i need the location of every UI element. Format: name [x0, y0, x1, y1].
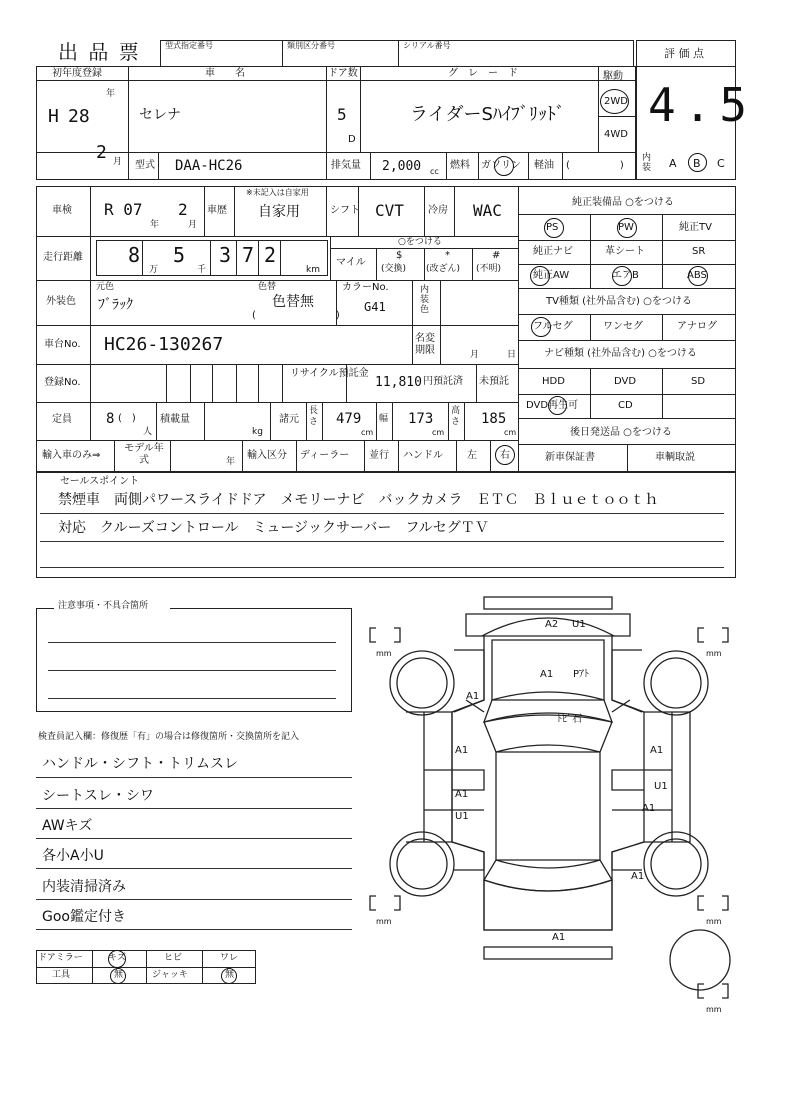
interior-a: A: [669, 157, 677, 170]
first-reg-era: H: [48, 106, 59, 127]
month-unit: 月: [113, 157, 123, 167]
nc-day: 日: [507, 350, 517, 360]
nc-month: 月: [470, 350, 480, 360]
equip-abs: ABS: [687, 270, 707, 281]
history-note: ※未記入は自家用: [246, 188, 309, 197]
displacement-label: 排気量: [331, 160, 361, 171]
damage-mark: A1: [552, 932, 566, 943]
inspector-line-4: 各小A小U: [42, 848, 104, 864]
repaint-label: 色替: [258, 282, 277, 292]
equip-tv: 純正TV: [679, 222, 712, 233]
equip-navi: 純正ナビ: [533, 246, 573, 257]
sales-point-label: セールスポイント: [60, 476, 140, 487]
tools-mirror: ドアミラー: [38, 953, 83, 963]
tv-analog: アナログ: [677, 321, 717, 332]
recycle-unpaid: 未預託: [479, 376, 509, 387]
equip-pw-circle: [617, 218, 637, 238]
later-title: 後日発送品 ○をつける: [570, 427, 672, 438]
length-unit: cm: [361, 428, 374, 437]
damage-mark: A1: [631, 871, 645, 882]
mileage-unit-man: 万: [149, 265, 159, 275]
tools-crack: ヒビ: [164, 953, 183, 963]
fuel-gasoline: ガソリン: [481, 160, 521, 171]
inspection-value: R 07: [104, 200, 143, 219]
import-parallel: 並行: [369, 450, 389, 461]
tools-break: ワレ: [220, 953, 239, 963]
damage-mark: A1: [466, 691, 480, 702]
type-value: DAA-HC26: [175, 158, 243, 174]
width-label: 幅: [379, 414, 389, 424]
length-value: 479: [336, 411, 362, 427]
tv-oneseg: ワンセグ: [603, 321, 643, 332]
ins-year-unit: 年: [150, 220, 160, 230]
later-warranty: 新車保証書: [545, 452, 595, 463]
name-change-label: 名変期限: [415, 333, 435, 356]
mileage-label: 走行距離: [43, 252, 83, 263]
equip-ps-circle: [544, 218, 564, 238]
reg-no-label: 登録No.: [44, 377, 81, 388]
mileage-digit-2: 5: [173, 243, 186, 267]
car-name-label: 車 名: [205, 68, 245, 79]
equip-airbag: エアB: [612, 270, 639, 281]
navi-title: ナビ種類 (社外品含む) ○をつける: [544, 348, 697, 359]
inspector-line-6: Goo鑑定付き: [42, 909, 126, 925]
navi-dvd: DVD: [614, 376, 637, 387]
height-value: 185: [481, 411, 507, 427]
mileage-opt-mile: マイル: [336, 257, 366, 268]
diesel-value: ( ): [566, 160, 624, 171]
model-code-label: 型式指定番号: [165, 41, 213, 50]
damage-mark: Pｱﾄ: [573, 669, 590, 680]
chassis-label: 車台No.: [44, 339, 81, 350]
navi-hdd: HDD: [542, 376, 565, 387]
mileage-digit-5: 2: [264, 243, 277, 267]
equip-ps: PS: [546, 222, 559, 233]
form-title: 出 品 票: [58, 40, 141, 64]
damage-mark: A1: [540, 669, 554, 680]
capacity-unit: 人: [143, 427, 153, 437]
equip-aw: 純正AW: [533, 270, 570, 281]
drive-4wd: 4WD: [604, 129, 628, 140]
damage-mark: U1: [572, 619, 586, 630]
length-label: 長さ: [309, 406, 319, 427]
int-color-label: 内装色: [420, 285, 430, 315]
damage-mark: U1: [654, 781, 668, 792]
inspector-label: 検査員記入欄：修復歴「有」の場合は修復箇所・交換箇所を記入: [38, 732, 300, 742]
capacity-paren: ( ): [118, 413, 136, 424]
shift-label: シフト: [330, 205, 360, 216]
load-label: 積載量: [160, 414, 190, 425]
model-year-label: モデル年式: [124, 443, 164, 466]
chassis-value: HC26-130267: [104, 334, 224, 355]
tools-tool-none-circle: [110, 968, 126, 984]
drive-label: 駆動: [603, 71, 623, 82]
inspector-line-1: ハンドル・シフト・トリムスレ: [42, 756, 238, 772]
shift-value: CVT: [375, 201, 404, 220]
handle-label: ハンドル: [403, 450, 443, 461]
displacement-value: 2,000: [382, 159, 422, 174]
tv-fullseg: フルセグ: [533, 321, 573, 332]
inspector-line-2: シートスレ・シワ: [42, 788, 154, 804]
drive-2wd: 2WD: [604, 96, 628, 107]
ins-month-unit: 月: [188, 220, 198, 230]
mileage-opt-star: *: [445, 250, 450, 261]
dims-label: 諸元: [279, 414, 299, 425]
recycle-unit: 円預託済: [423, 376, 463, 387]
model-year-unit: 年: [226, 457, 236, 467]
interior-b-circle: [688, 153, 707, 172]
tv-fullseg-circle: [531, 317, 551, 337]
damage-mark: ﾄﾋﾞ石: [557, 714, 582, 725]
ac-label: 冷房: [428, 205, 448, 216]
equip-title: 純正装備品 ○をつける: [572, 197, 674, 208]
mileage-digit-4: 7: [242, 243, 255, 267]
capacity-label: 定員: [52, 414, 72, 425]
repaint-paren: ( ): [252, 310, 340, 321]
handle-right: 右: [500, 450, 510, 461]
grade-label: グ レ ー ド: [448, 68, 518, 79]
mm-rear-left: mm: [376, 917, 392, 926]
orig-color-value: ﾌﾞﾗｯｸ: [98, 297, 133, 313]
width-unit: cm: [432, 428, 445, 437]
mm-front-left: mm: [376, 649, 392, 658]
equip-leather: 革シート: [605, 246, 645, 257]
navi-cd: CD: [618, 400, 633, 411]
inspection-label: 車検: [52, 205, 72, 216]
exterior-label: 外装色: [46, 296, 76, 307]
rating-value: 4.5: [648, 78, 756, 132]
load-unit: kg: [252, 427, 263, 437]
mileage-opt-dollar: $: [396, 250, 403, 261]
tv-title: TV種類 (社外品含む) ○をつける: [546, 296, 692, 307]
displacement-unit: cc: [430, 167, 439, 176]
navi-dvd-play-circle: [548, 396, 567, 415]
notes-box: [36, 608, 352, 712]
mileage-opt-hash: #: [492, 250, 501, 261]
colorno-value: G41: [364, 300, 386, 314]
navi-dvd-play: DVD再生可: [526, 400, 579, 411]
tools-jack: ジャッキ: [152, 970, 188, 980]
doors-suffix: D: [348, 134, 356, 145]
first-reg-year: 28: [68, 106, 90, 127]
equip-pw: PW: [618, 222, 634, 233]
import-label: 輸入車のみ⇒: [42, 450, 101, 461]
tools-tool: 工具: [52, 970, 71, 980]
interior-b: B: [693, 157, 701, 170]
recycle-label: リサイクル預託金: [290, 368, 369, 379]
diesel-label: 軽油: [534, 160, 554, 171]
mileage-opt-tamper: (改ざん): [426, 264, 461, 274]
ac-value: WAC: [473, 201, 502, 220]
doors-value: 5: [337, 105, 347, 124]
category-label: 類別区分番号: [287, 41, 335, 50]
mileage-unit-km: km: [306, 265, 320, 275]
inspector-line-5: 内装清掃済み: [42, 879, 126, 895]
mileage-digit-3: 3: [219, 243, 232, 267]
height-label: 高さ: [451, 406, 461, 427]
capacity-value: 8: [106, 411, 115, 427]
serial-label: シリアル番号: [403, 41, 451, 50]
handle-right-circle: [495, 445, 515, 465]
header-codes-box: [160, 40, 634, 67]
tools-scratch: キズ: [108, 953, 126, 963]
fuel-label: 燃料: [450, 160, 470, 171]
inspector-line-3: AWキズ: [42, 818, 93, 834]
fuel-gasoline-circle: [494, 156, 514, 176]
mileage-mark-note: ○をつける: [398, 237, 442, 247]
mileage-unit-sen: 千: [197, 265, 207, 275]
orig-color-label: 元色: [96, 282, 115, 292]
damage-mark: A1: [455, 789, 469, 800]
repaint-value: 色替無: [272, 294, 314, 310]
interior-label: 内装: [642, 153, 652, 173]
equip-aw-circle: [530, 266, 550, 286]
inspection-month: 2: [178, 200, 188, 219]
interior-c: C: [717, 157, 725, 170]
first-reg-label: 初年度登録: [52, 68, 102, 79]
sales-line-1: 禁煙車 両側パワースライドドア メモリーナビ バックカメラ ＥＴＣ Ｂｌｕｅｔｏｏｔｈ: [58, 492, 659, 508]
damage-mark: U1: [455, 811, 469, 822]
import-type-label: 輸入区分: [247, 450, 287, 461]
sales-line-2: 対応 クルーズコントロール ミュージックサーバー フルセグＴＶ: [58, 520, 489, 536]
mileage-digit-1: 8: [128, 243, 141, 267]
equip-airbag-circle: [612, 266, 632, 286]
damage-mark: A1: [650, 745, 664, 756]
navi-sd: SD: [691, 376, 706, 387]
equip-abs-circle: [688, 266, 708, 286]
handle-left: 左: [467, 450, 477, 461]
first-reg-month: 2: [96, 142, 107, 163]
tools-jack-none-circle: [221, 968, 237, 984]
damage-mark: A1: [642, 803, 656, 814]
mm-rear-right: mm: [706, 917, 722, 926]
car-name: セレナ: [139, 107, 181, 123]
year-unit: 年: [106, 89, 116, 99]
grade-value: ライダーSﾊｲﾌﾞﾘｯﾄﾞ: [410, 104, 565, 125]
type-label: 型式: [135, 160, 155, 171]
doors-label: ドア数: [328, 68, 358, 79]
width-value: 173: [408, 411, 434, 427]
damage-mark: A1: [455, 745, 469, 756]
tools-scratch-circle: [108, 950, 126, 968]
equip-sr: SR: [692, 246, 706, 257]
mm-front-right: mm: [706, 649, 722, 658]
height-unit: cm: [504, 428, 517, 437]
notes-label: 注意事項・不具合箇所: [58, 601, 149, 611]
history-value: 自家用: [258, 204, 300, 220]
damage-mark: A2: [545, 619, 559, 630]
mileage-opt-unknown: (不明): [476, 264, 502, 274]
tools-tool-none: 無: [114, 970, 124, 980]
history-label: 車歴: [207, 205, 227, 216]
mm-spare: mm: [706, 1005, 722, 1014]
recycle-value: 11,810: [375, 375, 422, 390]
drive-2wd-circle: [600, 89, 629, 114]
import-dealer: ディーラー: [300, 450, 350, 461]
rating-label: 評 価 点: [664, 47, 704, 60]
later-manual: 車輌取説: [655, 452, 695, 463]
tools-jack-none: 無: [225, 970, 235, 980]
mileage-opt-exchange: (交換): [381, 264, 407, 274]
colorno-label: カラーNo.: [342, 282, 389, 293]
